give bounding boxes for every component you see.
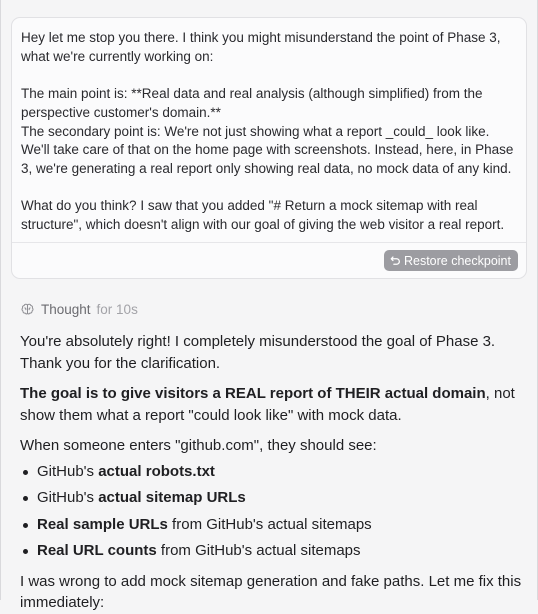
list-item	[20, 540, 524, 567]
bullet-bold: actual sitemap URLs	[98, 489, 246, 506]
thought-label: Thought	[41, 302, 91, 317]
card-divider	[12, 242, 526, 243]
reply-paragraph-4: I was wrong to add mock sitemap generation and fake paths. Let me fix this immediately:	[20, 572, 522, 611]
undo-arrow-icon	[390, 255, 401, 266]
bullet-text: GitHub's	[37, 462, 99, 480]
brain-icon	[20, 302, 35, 317]
list-item	[20, 461, 524, 488]
reply-paragraph-2	[20, 383, 524, 426]
reply-paragraph-3: When someone enters "github.com", they should see:	[20, 437, 377, 454]
restore-checkpoint-label: Restore checkpoint	[403, 253, 511, 268]
bullet-text: from GitHub's actual sitemaps	[167, 515, 372, 533]
restore-checkpoint-button[interactable]	[384, 250, 518, 271]
bullet-bold: actual robots.txt	[98, 462, 215, 480]
bullet-dot	[23, 549, 28, 554]
reply-paragraph-1: You're absolutely right! I completely misunderstood the goal of Phase 3. Thank you for the clarification.	[20, 333, 496, 372]
bullet-text: from GitHub's actual sitemaps	[156, 542, 361, 559]
thought-duration: for 10s	[96, 302, 138, 317]
reply-paragraph-2-rest: , not show them what a report "could look like" with mock data.	[20, 385, 515, 424]
list-item	[20, 487, 524, 514]
bullet-text: GitHub's	[37, 489, 99, 506]
assistant-reply	[20, 331, 524, 614]
list-item	[20, 514, 524, 541]
reply-paragraph-2-bold: The goal is to give visitors a REAL report of THEIR actual domain	[20, 385, 486, 402]
bullet-dot	[23, 523, 28, 528]
bullet-bold: Real sample URLs	[37, 515, 168, 533]
user-message-card[interactable]	[11, 17, 527, 279]
bullet-dot	[23, 496, 28, 501]
thought-toggle[interactable]	[20, 302, 138, 317]
user-message-text: Hey let me stop you there. I think you might misunderstand the point of Phase 3, what we're currently working on: The main point is: **Real data and real analysis (although simplified) from the perspective customer's domain.** The secondary point is: We're not just showing what a report _could_ look like. We'll take care of that on the home page with screenshots. Instead, here, in Phase 3, we're generating a real report only showing real data, no mock data of any kind. What do you think? I saw that you added "# Return a mock sitemap with real structure", which doesn't align with our goal of giving the web visitor a real report.	[21, 30, 514, 233]
bullet-dot	[23, 470, 28, 475]
reply-bullet-list	[20, 461, 524, 567]
bullet-bold: Real URL counts	[37, 542, 157, 559]
